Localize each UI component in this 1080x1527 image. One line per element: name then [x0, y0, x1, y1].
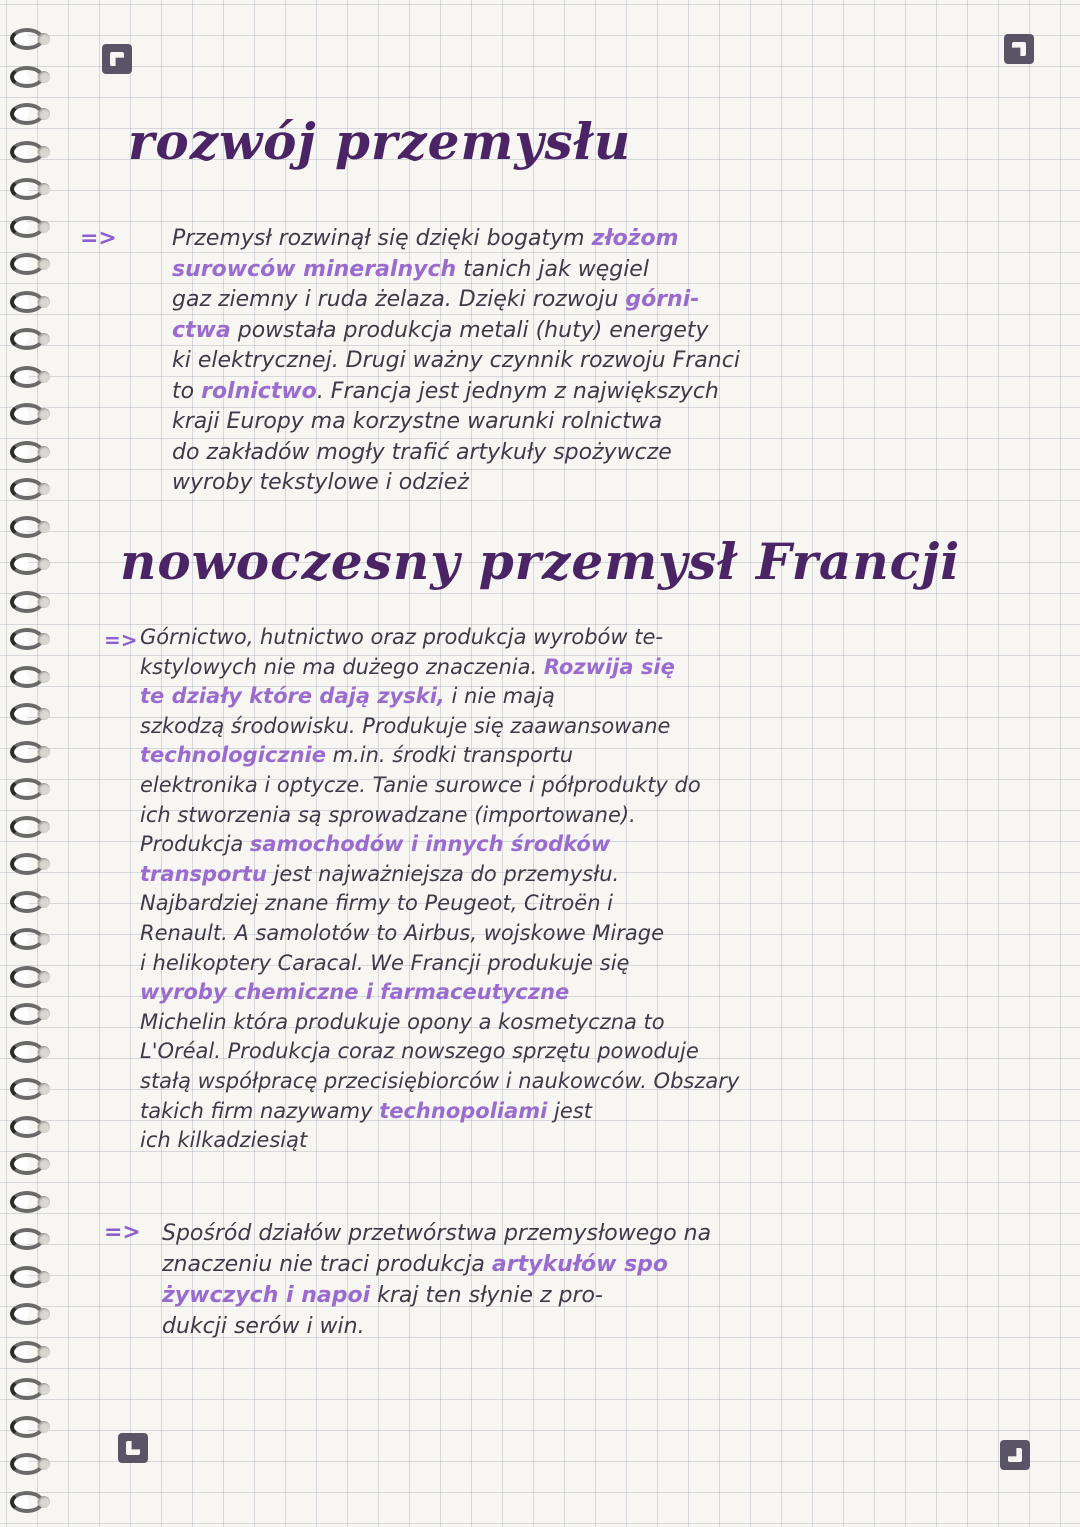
text-segment: wyroby tekstylowe i odzież: [172, 470, 469, 495]
binding-hole: [38, 296, 50, 308]
text-line: [140, 860, 739, 890]
text-segment: i helikoptery Caracal. We Francji produkuje się: [140, 950, 630, 975]
text-line: [162, 1218, 711, 1249]
highlighted-term: artykułów spo: [491, 1252, 669, 1277]
text-line: [140, 682, 739, 712]
text-segment: Górnictwo, hutnictwo oraz produkcja wyrobów te-: [140, 625, 663, 649]
binding-hole: [38, 1121, 50, 1133]
binding-hole: [38, 371, 50, 383]
text-line: [140, 623, 739, 653]
spiral-binding: [0, 0, 70, 1527]
text-segment: tanich jak węgiel: [456, 256, 649, 282]
binding-hole: [38, 1346, 50, 1358]
binding-hole: [38, 446, 50, 458]
text-segment: Najbardziej znane firmy to Peugeot, Citroën i: [140, 891, 614, 916]
binding-hole: [38, 221, 50, 233]
text-line: [162, 1249, 711, 1280]
text-segment: to: [172, 378, 202, 404]
paragraph-section1: [172, 224, 740, 499]
scan-corner-marker-icon: [118, 1433, 148, 1463]
binding-hole: [38, 1008, 50, 1020]
scan-corner-marker-icon: [102, 44, 132, 74]
text-line: [140, 801, 739, 831]
binding-hole: [38, 146, 50, 158]
text-segment: . Francja jest jednym z największych: [316, 378, 719, 404]
text-segment: Przemysł rozwinął się dzięki bogatym: [172, 226, 592, 251]
text-line: [140, 1008, 739, 1038]
binding-hole: [38, 633, 50, 645]
binding-hole: [38, 408, 50, 420]
text-segment: L'Oréal. Produkcja coraz nowszego sprzętu powoduje: [140, 1039, 699, 1064]
binding-hole: [38, 333, 50, 345]
binding-hole: [38, 1383, 50, 1395]
text-segment: m.in. środki transportu: [325, 743, 574, 768]
binding-hole: [38, 33, 50, 45]
binding-hole: [38, 483, 50, 495]
text-line: [172, 346, 740, 377]
text-line: [140, 919, 739, 949]
highlighted-term: te działy które dają zyski,: [140, 684, 445, 709]
text-segment: kraji Europy ma korzystne warunki rolnictwa: [172, 409, 663, 434]
highlighted-term: ctwa: [172, 317, 231, 343]
binding-hole: [38, 896, 50, 908]
text-segment: szkodzą środowisku. Produkuje się zaawansowane: [140, 713, 671, 738]
text-segment: ich kilkadziesiąt: [140, 1128, 308, 1153]
text-line: [162, 1311, 711, 1342]
text-line: [172, 255, 740, 286]
right-double-arrow-icon: =>: [80, 226, 117, 251]
binding-hole: [38, 1458, 50, 1470]
text-line: [140, 889, 739, 919]
scan-corner-marker-icon: [1000, 1440, 1030, 1470]
text-line: [172, 316, 740, 347]
binding-hole: [38, 933, 50, 945]
highlighted-term: technologicznie: [140, 743, 326, 768]
binding-hole: [38, 1271, 50, 1283]
binding-hole: [38, 596, 50, 608]
binding-hole: [38, 971, 50, 983]
text-segment: elektronika i optycze. Tanie surowce i półprodukty do: [140, 772, 701, 797]
binding-hole: [38, 258, 50, 270]
binding-hole: [38, 1421, 50, 1433]
text-line: [172, 285, 740, 316]
highlighted-term: żywczych i napoi: [162, 1283, 371, 1308]
text-line: [172, 438, 740, 469]
binding-hole: [38, 1158, 50, 1170]
highlighted-term: rolnictwo: [201, 378, 317, 404]
right-double-arrow-icon: =>: [104, 628, 138, 652]
text-line: [140, 978, 739, 1008]
text-segment: gaz ziemny i ruda żelaza. Dzięki rozwoju: [172, 287, 626, 312]
text-segment: ki elektrycznej. Drugi ważny czynnik rozwoju Franci: [172, 348, 740, 373]
binding-hole: [38, 858, 50, 870]
highlighted-term: technopoliami: [379, 1098, 548, 1123]
paragraph-section2: [140, 623, 739, 1156]
text-segment: ich stworzenia są sprowadzane (importowane).: [140, 802, 636, 827]
text-segment: jest najważniejsza do przemysłu.: [266, 861, 620, 886]
text-line: [140, 771, 739, 801]
highlighted-term: samochodów i innych środków: [249, 832, 611, 857]
binding-hole: [38, 1496, 50, 1508]
highlighted-term: transportu: [140, 861, 267, 886]
binding-hole: [38, 783, 50, 795]
text-segment: kstylowych nie ma dużego znaczenia.: [140, 654, 544, 679]
text-line: [140, 1067, 739, 1097]
text-segment: stałą współpracę przecisiębiorców i naukowców. Obszary: [140, 1068, 740, 1093]
heading-rozwoj-przemyslu: rozwój przemysłu: [128, 112, 632, 171]
paragraph-section3: [162, 1218, 711, 1342]
text-segment: Spośród działów przetwórstwa przemysłowego na: [162, 1221, 712, 1246]
binding-hole: [38, 1083, 50, 1095]
binding-hole: [38, 108, 50, 120]
text-segment: takich firm nazywamy: [140, 1098, 380, 1123]
binding-hole: [38, 708, 50, 720]
text-line: [162, 1280, 711, 1311]
text-line: [140, 830, 739, 860]
binding-hole: [38, 521, 50, 533]
binding-hole: [38, 671, 50, 683]
text-segment: dukcji serów i win.: [162, 1314, 365, 1339]
highlighted-term: wyroby chemiczne i farmaceutyczne: [140, 980, 570, 1005]
binding-hole: [38, 1233, 50, 1245]
binding-hole: [38, 746, 50, 758]
text-segment: Renault. A samolotów to Airbus, wojskowe Mirage: [140, 920, 664, 945]
scan-corner-marker-icon: [1004, 34, 1034, 64]
text-segment: jest: [547, 1098, 592, 1123]
text-line: [140, 712, 739, 742]
binding-hole: [38, 821, 50, 833]
binding-hole: [38, 71, 50, 83]
binding-hole: [38, 558, 50, 570]
text-line: [140, 1097, 739, 1127]
text-line: [140, 741, 739, 771]
highlighted-term: surowców mineralnych: [172, 256, 457, 282]
text-segment: kraj ten słynie z pro-: [370, 1283, 603, 1308]
text-segment: i nie mają: [444, 684, 555, 709]
highlighted-term: złożom: [591, 226, 679, 251]
highlighted-term: Rozwija się: [543, 654, 675, 679]
binding-hole: [38, 1046, 50, 1058]
text-line: [172, 468, 740, 499]
binding-hole: [38, 1196, 50, 1208]
text-line: [140, 949, 739, 979]
text-segment: Michelin która produkuje opony a kosmetyczna to: [140, 1009, 665, 1034]
text-line: [140, 653, 739, 683]
highlighted-term: górni-: [625, 287, 700, 312]
right-double-arrow-icon: =>: [104, 1220, 141, 1245]
heading-nowoczesny-przemysl: nowoczesny przemysł Francji: [120, 532, 961, 591]
text-line: [140, 1126, 739, 1156]
text-line: [172, 407, 740, 438]
text-line: [140, 1037, 739, 1067]
binding-hole: [38, 183, 50, 195]
text-line: [172, 377, 740, 408]
text-segment: powstała produkcja metali (huty) energety: [230, 317, 709, 343]
text-line: [172, 224, 740, 255]
text-segment: do zakładów mogły trafić artykuły spożywcze: [172, 439, 672, 465]
binding-hole: [38, 1308, 50, 1320]
text-segment: znaczeniu nie traci produkcja: [162, 1252, 492, 1277]
text-segment: Produkcja: [140, 832, 250, 857]
